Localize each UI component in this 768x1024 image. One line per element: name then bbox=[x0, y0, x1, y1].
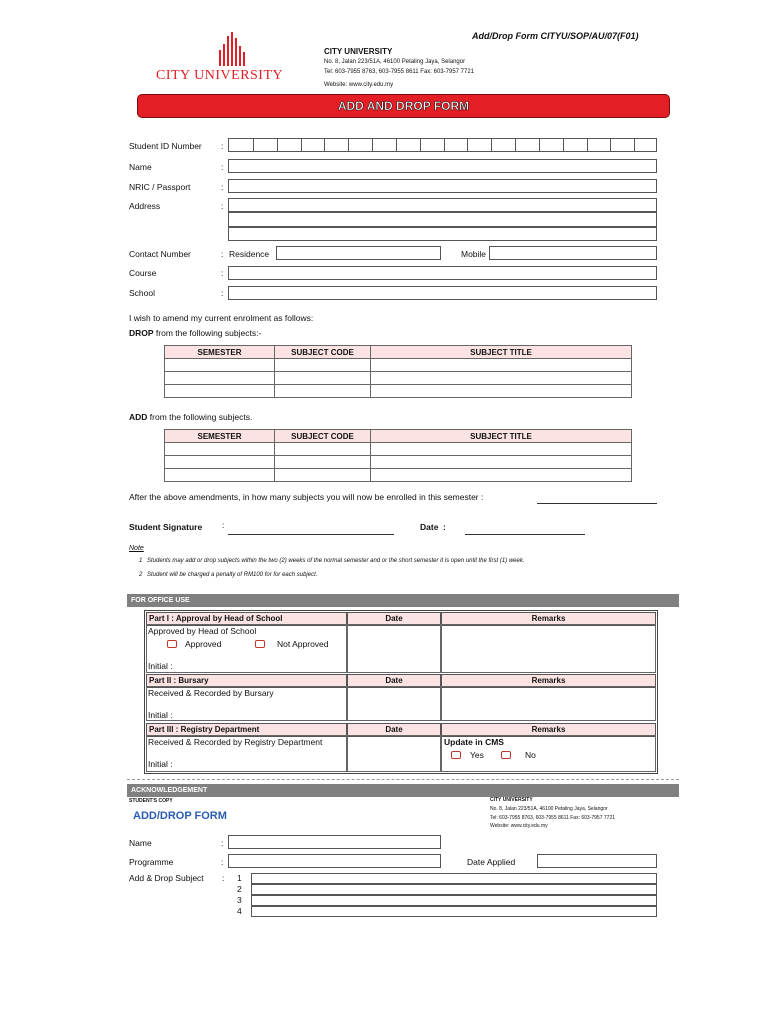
nric-label: NRIC / Passport bbox=[129, 182, 191, 192]
ack-subject-number-1: 1 bbox=[237, 873, 242, 883]
ack-subject-input-2[interactable] bbox=[251, 884, 657, 895]
institution-tel: Tel: 603-7955 8763, 603-7955 8611 Fax: 603-7957 7721 bbox=[324, 69, 475, 75]
school-label: School bbox=[129, 288, 155, 298]
part2-header: Part II : Bursary bbox=[146, 674, 347, 688]
cms-yes-label: Yes bbox=[470, 750, 484, 760]
table-row[interactable] bbox=[165, 372, 632, 385]
form-title: ADD AND DROP FORM bbox=[337, 99, 470, 113]
part3-date-header: Date bbox=[347, 723, 441, 737]
drop-code-header: SUBJECT CODE bbox=[275, 346, 371, 359]
institution-name: CITY UNIVERSITY bbox=[324, 47, 393, 56]
ack-subject-label: Add & Drop Subject bbox=[129, 873, 204, 883]
course-label: Course bbox=[129, 268, 157, 278]
colon: : bbox=[221, 249, 224, 259]
student-id-cell-divider bbox=[515, 139, 516, 151]
add-rest: from the following subjects. bbox=[147, 412, 253, 422]
ack-programme-label: Programme bbox=[129, 857, 174, 867]
part2-date-header: Date bbox=[347, 674, 441, 688]
ack-name-input[interactable] bbox=[228, 835, 441, 849]
approved-by-text: Approved by Head of School bbox=[148, 626, 257, 636]
part2-remarks-header: Remarks bbox=[441, 674, 656, 688]
cms-yes-checkbox[interactable] bbox=[451, 751, 461, 759]
drop-rest: from the following subjects:- bbox=[153, 328, 262, 338]
cut-line bbox=[127, 779, 679, 780]
student-id-cell-divider bbox=[444, 139, 445, 151]
school-input[interactable] bbox=[228, 286, 657, 300]
note-text-1: Students may add or drop subjects within the two (2) weeks of the normal semester and or the short semester it is open until the first (1) week. bbox=[147, 558, 525, 564]
drop-title-header: SUBJECT TITLE bbox=[371, 346, 632, 359]
table-row[interactable] bbox=[165, 385, 632, 398]
colon: : bbox=[221, 201, 224, 211]
ack-subject-number-3: 3 bbox=[237, 895, 242, 905]
drop-semester-header: SEMESTER bbox=[165, 346, 275, 359]
add-semester-header: SEMESTER bbox=[165, 430, 275, 443]
residence-label: Residence bbox=[229, 249, 270, 259]
table-row[interactable] bbox=[165, 456, 632, 469]
signature-label: Student Signature bbox=[129, 522, 203, 532]
part1-initial: Initial : bbox=[148, 661, 173, 671]
colon: : bbox=[221, 857, 224, 867]
part1-header: Part I : Approval by Head of School bbox=[146, 612, 347, 626]
part3-header: Part III : Registry Department bbox=[146, 723, 347, 737]
students-copy-label: STUDENT'S COPY bbox=[129, 798, 173, 804]
update-cms-label: Update in CMS bbox=[444, 737, 504, 747]
name-label: Name bbox=[129, 162, 152, 172]
note-text-2: Student will be charged a penalty of RM100 for for each subject. bbox=[147, 572, 318, 578]
university-logo-icon bbox=[216, 32, 248, 66]
part2-remarks-cell[interactable] bbox=[441, 686, 656, 721]
part2-initial: Initial : bbox=[148, 710, 173, 720]
mobile-input[interactable] bbox=[489, 246, 657, 260]
student-id-cell-divider bbox=[491, 139, 492, 151]
title-banner bbox=[137, 94, 670, 118]
amend-text: I wish to amend my current enrolment as follows: bbox=[129, 313, 314, 323]
colon: : bbox=[221, 162, 224, 172]
student-id-cell-divider bbox=[634, 139, 635, 151]
ack-title: ADD/DROP FORM bbox=[133, 810, 227, 822]
note-number-1: 1 bbox=[139, 558, 143, 564]
student-id-cell-divider bbox=[563, 139, 564, 151]
institution-address: No. 8, Jalan 223/51A, 46100 Petaling Jaya, Selangor bbox=[324, 59, 466, 65]
ack-institution-address: No. 8, Jalan 223/51A, 46100 Petaling Jaya, Selangor bbox=[490, 806, 608, 812]
table-row[interactable] bbox=[165, 469, 632, 482]
student-id-cell-divider bbox=[277, 139, 278, 151]
part1-date-header: Date bbox=[347, 612, 441, 626]
drop-heading bbox=[129, 328, 261, 338]
after-text: After the above amendments, in how many subjects you will now be enrolled in this semester : bbox=[129, 492, 484, 502]
office-use-bar: FOR OFFICE USE bbox=[127, 594, 679, 607]
ack-name-label: Name bbox=[129, 838, 152, 848]
subject-count-line[interactable] bbox=[537, 503, 657, 504]
student-id-cell-divider bbox=[372, 139, 373, 151]
note-heading: Note bbox=[129, 545, 144, 552]
signature-line[interactable] bbox=[228, 534, 394, 535]
mobile-label: Mobile bbox=[461, 249, 487, 259]
address-input-line-2[interactable] bbox=[228, 212, 657, 227]
ack-subject-input-3[interactable] bbox=[251, 895, 657, 906]
ack-subject-input-1[interactable] bbox=[251, 873, 657, 884]
part2-date-cell[interactable] bbox=[347, 686, 441, 721]
acknowledgement-bar: ACKNOWLEDGEMENT bbox=[127, 784, 679, 797]
ack-subject-number-4: 4 bbox=[237, 906, 242, 916]
registry-text: Received & Recorded by Registry Department bbox=[148, 737, 323, 747]
student-id-cell-divider bbox=[324, 139, 325, 151]
colon: : bbox=[222, 520, 225, 530]
student-id-cell-divider bbox=[348, 139, 349, 151]
table-row[interactable] bbox=[165, 359, 632, 372]
institution-website: Website: www.city.edu.my bbox=[324, 82, 394, 88]
colon: : bbox=[221, 268, 224, 278]
colon: : bbox=[221, 141, 224, 151]
colon: : bbox=[221, 288, 224, 298]
add-table bbox=[164, 429, 632, 482]
ack-institution-name: CITY UNIVERSITY bbox=[490, 797, 533, 803]
address-input-line-3[interactable] bbox=[228, 227, 657, 241]
student-id-cell-divider bbox=[396, 139, 397, 151]
colon: : bbox=[221, 838, 224, 848]
address-label: Address bbox=[129, 201, 161, 211]
not-approved-label: Not Approved bbox=[277, 639, 329, 649]
student-id-cell-divider bbox=[539, 139, 540, 151]
name-input[interactable] bbox=[228, 159, 657, 173]
student-id-cell-divider bbox=[610, 139, 611, 151]
nric-input[interactable] bbox=[228, 179, 657, 193]
part1-remarks-header: Remarks bbox=[441, 612, 656, 626]
student-id-label: Student ID Number bbox=[129, 141, 202, 151]
student-id-cell-divider bbox=[301, 139, 302, 151]
add-title-header: SUBJECT TITLE bbox=[371, 430, 632, 443]
ack-subject-input-4[interactable] bbox=[251, 906, 657, 917]
student-id-cell-divider bbox=[420, 139, 421, 151]
address-input-line-1[interactable] bbox=[228, 198, 657, 212]
colon: : bbox=[443, 522, 446, 532]
student-id-cell-divider bbox=[467, 139, 468, 151]
contact-label: Contact Number bbox=[129, 249, 191, 259]
not-approved-checkbox[interactable] bbox=[255, 640, 265, 648]
date-line[interactable] bbox=[465, 534, 585, 535]
part3-initial: Initial : bbox=[148, 759, 173, 769]
table-row[interactable] bbox=[165, 443, 632, 456]
cms-no-label: No bbox=[525, 750, 536, 760]
part1-remarks-cell[interactable] bbox=[441, 624, 656, 673]
bursary-text: Received & Recorded by Bursary bbox=[148, 688, 274, 698]
part1-date-cell[interactable] bbox=[347, 624, 441, 673]
course-input[interactable] bbox=[228, 266, 657, 280]
ack-institution-tel: Tel: 603-7955 8763, 603-7955 8611 Fax: 603-7957 7721 bbox=[490, 815, 616, 821]
approved-label: Approved bbox=[185, 639, 222, 649]
student-id-input[interactable] bbox=[228, 138, 657, 152]
colon: : bbox=[222, 873, 225, 883]
add-bold: ADD bbox=[129, 412, 148, 422]
part3-remarks-header: Remarks bbox=[441, 723, 656, 737]
drop-table bbox=[164, 345, 632, 398]
residence-input[interactable] bbox=[276, 246, 441, 260]
note-number-2: 2 bbox=[139, 572, 143, 578]
ack-institution-website: Website: www.city.edu.my bbox=[490, 823, 548, 829]
cms-no-checkbox[interactable] bbox=[501, 751, 511, 759]
approved-checkbox[interactable] bbox=[167, 640, 177, 648]
date-label: Date bbox=[420, 522, 439, 532]
add-heading bbox=[129, 412, 252, 422]
colon: : bbox=[221, 182, 224, 192]
ack-date-applied-input[interactable] bbox=[537, 854, 657, 868]
ack-date-applied-label: Date Applied bbox=[467, 857, 516, 867]
add-code-header: SUBJECT CODE bbox=[275, 430, 371, 443]
student-id-cell-divider bbox=[587, 139, 588, 151]
logo-text: CITY UNIVERSITY bbox=[156, 68, 284, 83]
student-id-cell-divider bbox=[253, 139, 254, 151]
form-code: Add/Drop Form CITYU/SOP/AU/07(F01) bbox=[472, 31, 639, 41]
drop-bold: DROP bbox=[129, 328, 154, 338]
part3-date-cell[interactable] bbox=[347, 735, 441, 772]
ack-subject-number-2: 2 bbox=[237, 884, 242, 894]
ack-programme-input[interactable] bbox=[228, 854, 441, 868]
